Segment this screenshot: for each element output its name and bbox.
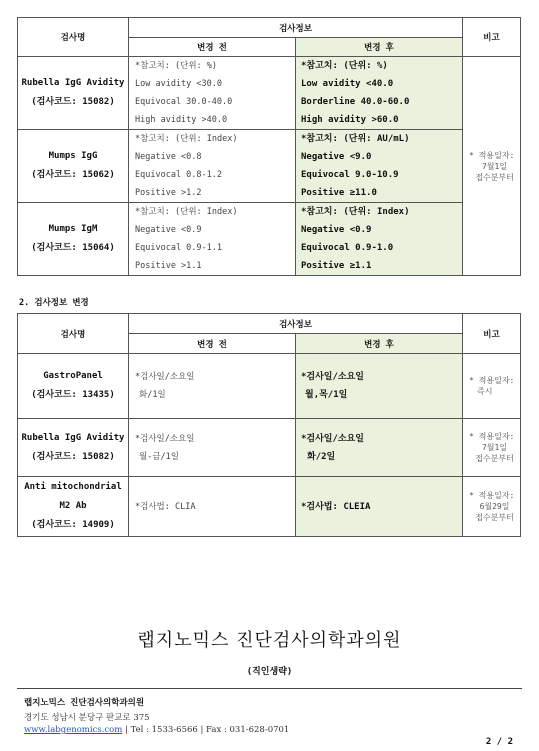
institution-title: 랩지노믹스 진단검사의학과의원 (137, 630, 402, 651)
before-line: *참고치: (단위: %) (135, 61, 217, 71)
note-line: 즉시 (477, 387, 493, 396)
after-cell (296, 130, 463, 203)
test-code: (검사코드: 13435) (31, 390, 115, 400)
before-line: Negative <0.9 (135, 225, 202, 235)
before-cell (129, 419, 296, 477)
before-line: Equivocal 0.8-1.2 (135, 170, 222, 180)
before-line: Low avidity <30.0 (135, 79, 222, 89)
after-line: *검사일/소요일 (301, 372, 365, 382)
before-line: High avidity >40.0 (135, 115, 228, 125)
test-name-cell (18, 203, 129, 276)
after-line: Low avidity <40.0 (301, 79, 394, 89)
header-after: 변경 후 (296, 38, 463, 57)
note-cell (463, 354, 521, 419)
note-line: 6월29일 (479, 502, 510, 511)
test-code: (검사코드: 14909) (31, 520, 115, 530)
note-line: * 적용일자: (469, 432, 515, 441)
before-line: *검사일/소요일 (135, 433, 195, 444)
footer-company: 랩지노믹스 진단검사의학과의원 (24, 698, 145, 708)
test-code: (검사코드: 15082) (31, 97, 115, 107)
after-line: Positive ≥1.1 (301, 261, 372, 271)
after-line: 월,목/1일 (305, 390, 348, 400)
test-name: Rubella IgG Avidity (21, 432, 125, 443)
before-line: *참고치: (단위: Index) (135, 207, 238, 217)
after-cell (296, 419, 463, 477)
footer-contact-line (24, 725, 289, 735)
header-before: 변경 전 (129, 38, 296, 57)
note-line: * 적용일자: (469, 150, 515, 160)
before-line: Positive >1.2 (135, 188, 202, 198)
after-cell (296, 203, 463, 276)
header-test-name: 검사명 (18, 18, 129, 57)
after-line: Positive ≥11.0 (301, 188, 377, 198)
footer-contact: | Tel : 1533-6566 | Fax : 031-628-0701 (122, 725, 290, 735)
note-line: 7월1일 (481, 161, 508, 171)
website-link[interactable]: www.labgenomics.com (24, 725, 123, 735)
header-before: 변경 전 (129, 334, 296, 354)
test-name-cell (18, 130, 129, 203)
seal-omitted-note: (직인생략) (246, 667, 293, 677)
note-line: 접수분부터 (475, 454, 514, 463)
before-line: *참고치: (단위: Index) (135, 134, 238, 144)
test-name: Mumps IgM (48, 224, 98, 234)
test-name: Mumps IgG (48, 151, 98, 161)
after-line: *참고치: (단위: AU/mL) (301, 134, 410, 144)
after-line: Borderline 40.0-60.0 (301, 97, 410, 107)
note-line: 접수분부터 (475, 172, 514, 182)
note-line: 접수분부터 (475, 513, 514, 522)
before-line: Negative <0.8 (135, 152, 202, 162)
after-line: Negative <0.9 (301, 225, 372, 235)
header-note: 비고 (463, 314, 521, 354)
after-line: Equivocal 0.9-1.0 (301, 243, 394, 253)
header-after: 변경 후 (296, 334, 463, 354)
note-cell (463, 419, 521, 477)
header-test-info: 검사정보 (129, 314, 463, 334)
after-cell (296, 57, 463, 130)
before-line: Equivocal 0.9-1.1 (135, 243, 222, 253)
note-cell (463, 477, 521, 537)
after-line: *참고치: (단위: Index) (301, 207, 410, 217)
test-code: (검사코드: 15064) (31, 243, 115, 253)
before-cell (129, 203, 296, 276)
header-test-info: 검사정보 (129, 18, 463, 38)
after-line: *검사법: CLEIA (301, 501, 371, 512)
before-cell (129, 130, 296, 203)
after-line: Negative <9.0 (301, 152, 372, 162)
header-test-name: 검사명 (18, 314, 129, 354)
test-name-cell (18, 354, 129, 419)
test-name-cell (18, 419, 129, 477)
before-cell (129, 477, 296, 537)
after-line: Equivocal 9.0-10.9 (301, 170, 399, 180)
before-line: *검사일/소요일 (135, 372, 195, 382)
after-line: *검사일/소요일 (301, 433, 365, 444)
after-line: High avidity >60.0 (301, 115, 399, 125)
before-line: Positive >1.1 (135, 261, 202, 271)
before-cell (129, 354, 296, 419)
note-line: * 적용일자: (469, 491, 515, 500)
test-name: GastroPanel (43, 371, 103, 381)
before-line: Equivocal 30.0-40.0 (135, 97, 233, 107)
after-cell (296, 354, 463, 419)
before-line: 화/1일 (139, 390, 166, 400)
footer-divider (17, 688, 522, 689)
reference-range-table (17, 17, 521, 276)
test-name-cell (18, 57, 129, 130)
test-name: Anti mitochondrial (24, 482, 122, 492)
before-line: *검사법: CLIA (135, 501, 196, 512)
test-name-cell (18, 477, 129, 537)
test-info-change-table (17, 313, 521, 537)
header-note: 비고 (463, 18, 521, 57)
after-line: *참고치: (단위: %) (301, 61, 388, 71)
footer-address: 경기도 성남시 분당구 판교로 375 (24, 713, 150, 723)
note-cell (463, 57, 521, 276)
note-line: 7월1일 (481, 443, 508, 452)
note-line: * 적용일자: (469, 376, 515, 385)
test-name-cont: M2 Ab (59, 501, 87, 511)
page-number: 2 / 2 (485, 737, 513, 747)
test-name: Rubella IgG Avidity (21, 78, 125, 88)
test-code: (검사코드: 15082) (31, 451, 115, 462)
before-cell (129, 57, 296, 130)
test-code: (검사코드: 15062) (31, 170, 115, 180)
before-line: 월-금/1일 (139, 451, 179, 462)
section-title: 2. 검사정보 변경 (19, 298, 89, 308)
after-cell (296, 477, 463, 537)
after-line: 화/2일 (307, 451, 336, 462)
